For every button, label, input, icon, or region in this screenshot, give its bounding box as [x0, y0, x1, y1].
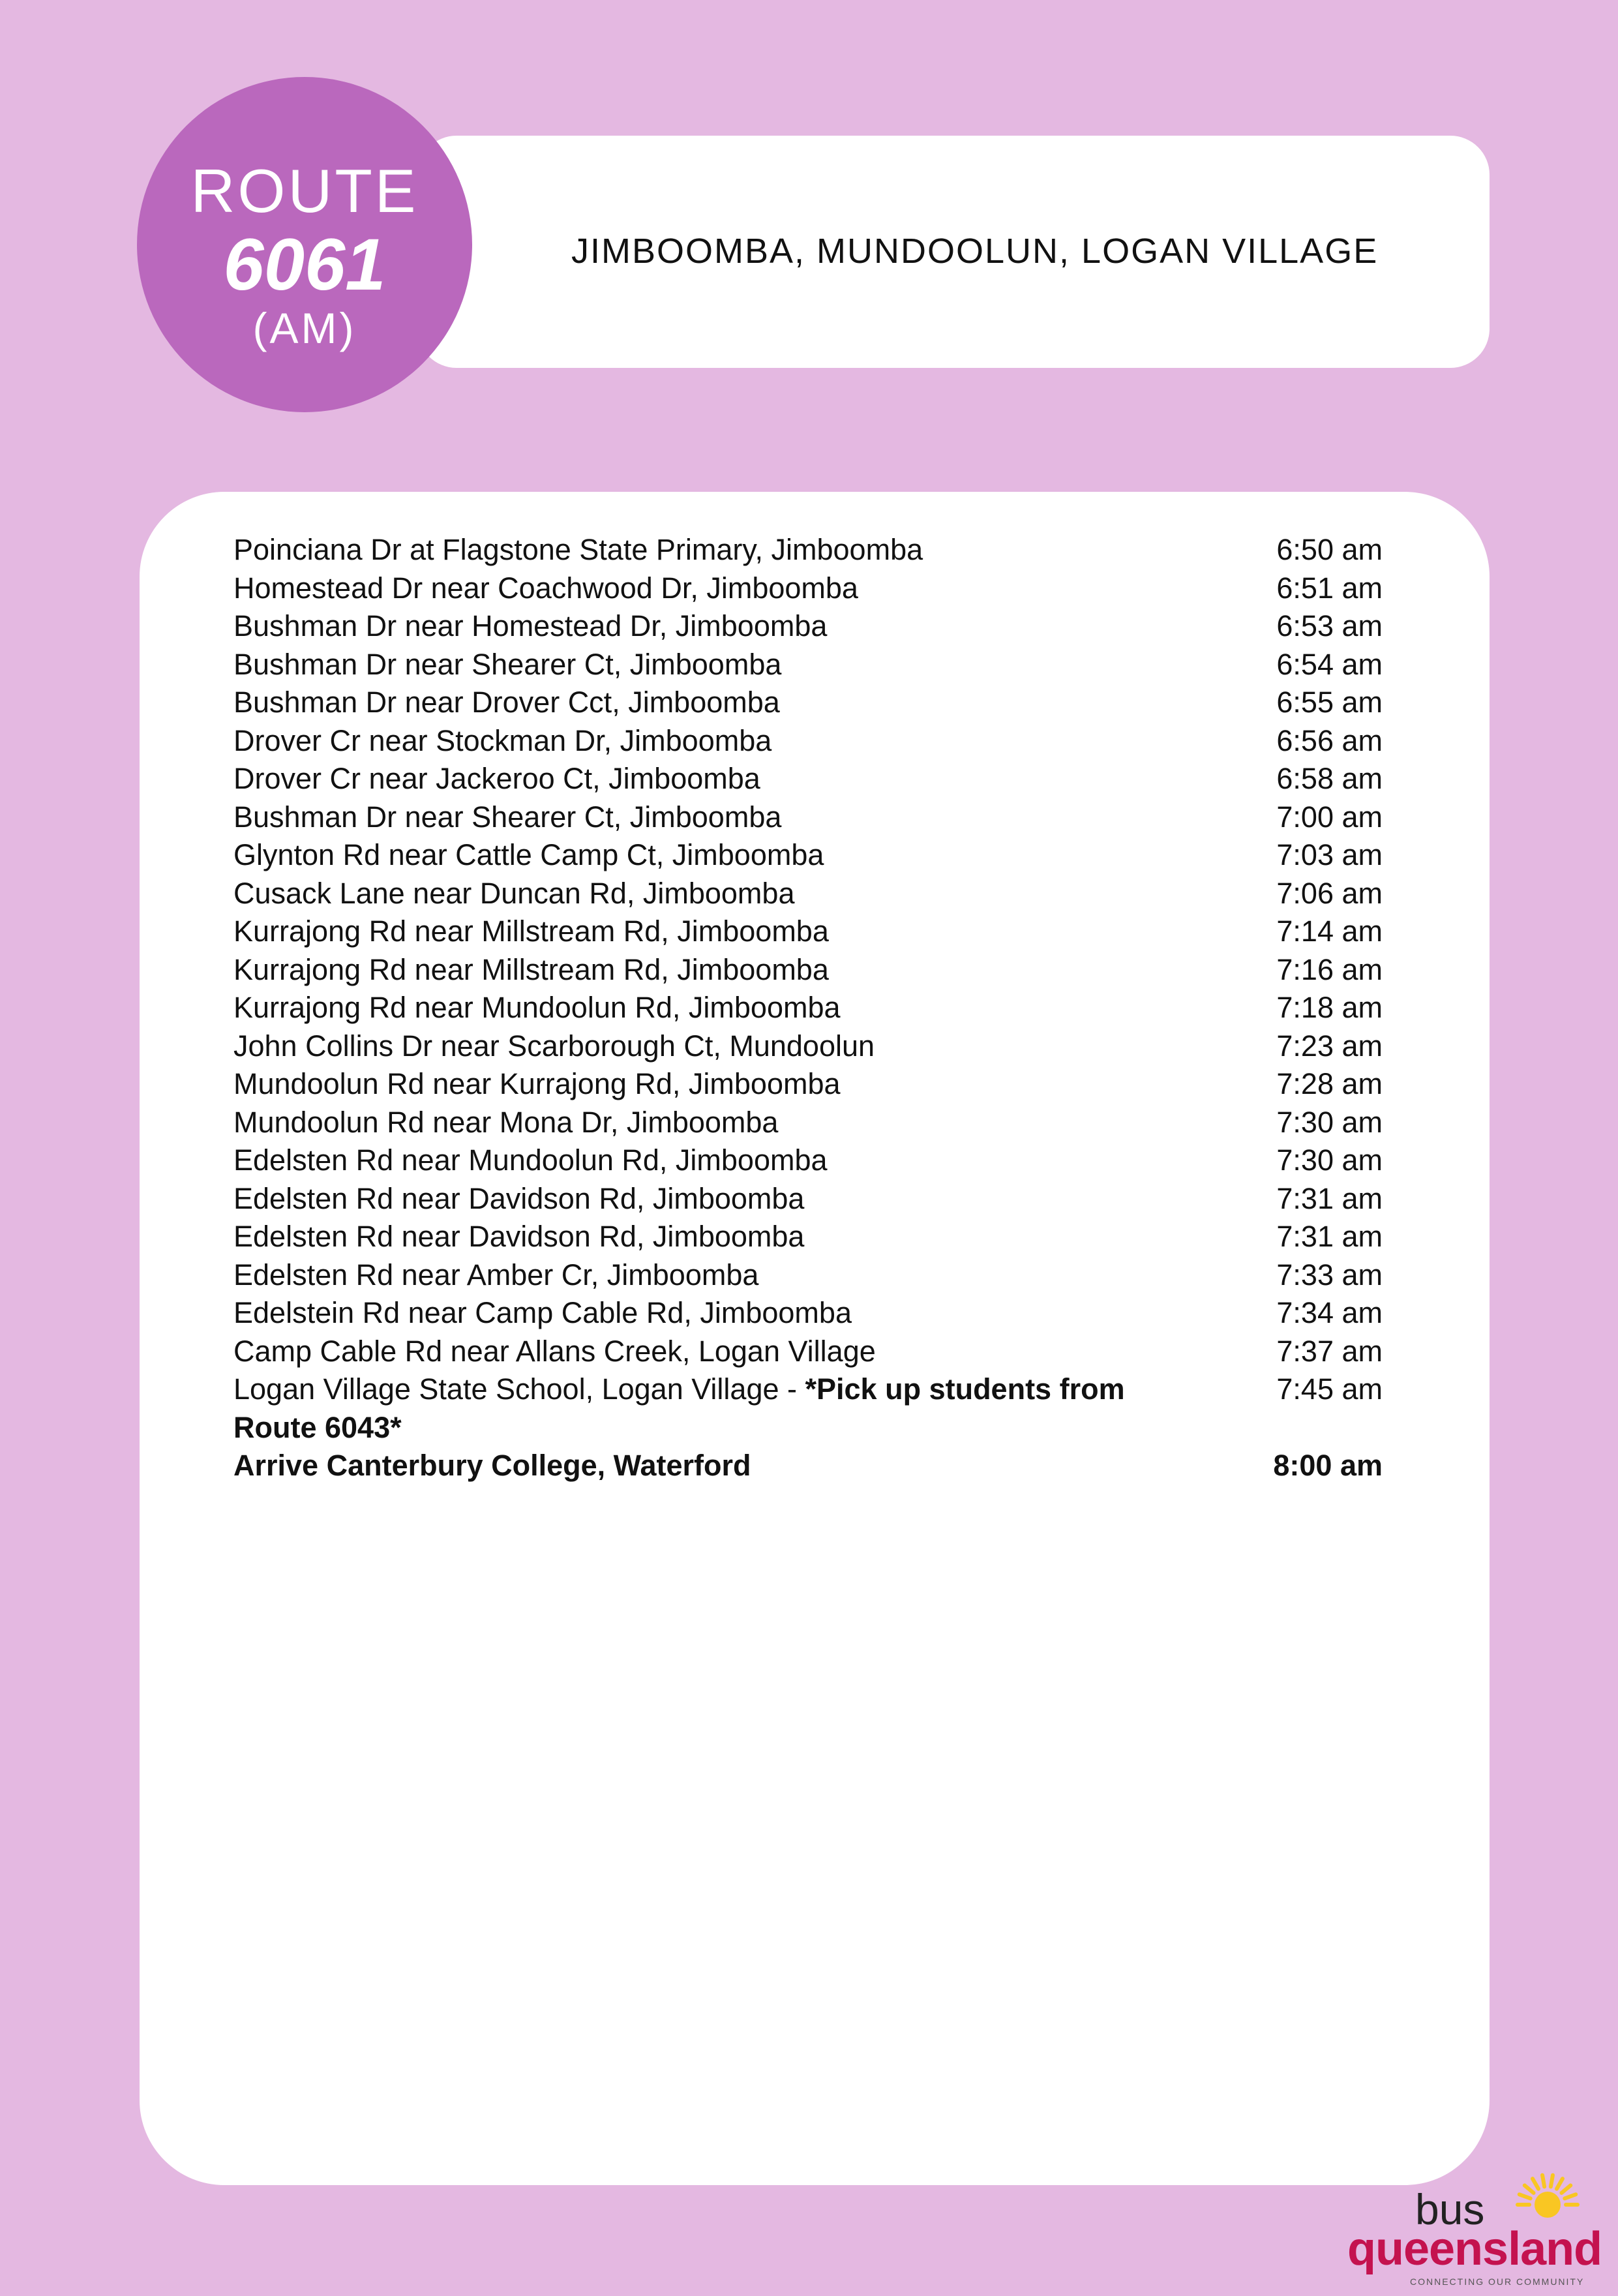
stop-time: 7:30 am	[1276, 1143, 1383, 1177]
stop-row	[233, 646, 1383, 684]
stop-time: 7:28 am	[1276, 1067, 1383, 1100]
bus-queensland-logo	[1347, 2166, 1602, 2289]
sun-ray	[1561, 2185, 1570, 2193]
special-stop-note: *Pick up students from Route 6043*	[233, 1372, 1125, 1444]
stop-time: 6:56 am	[1276, 723, 1383, 757]
stop-name: Kurrajong Rd near Mundoolun Rd, Jimboomba	[233, 991, 841, 1024]
stop-time: 6:51 am	[1276, 571, 1383, 605]
stop-name: Edelsten Rd near Mundoolun Rd, Jimboomba	[233, 1143, 828, 1177]
stop-row	[233, 1065, 1383, 1104]
stop-row	[233, 1218, 1383, 1256]
logo-word-bus: bus	[1415, 2185, 1485, 2233]
stop-time: 6:58 am	[1276, 762, 1383, 795]
stop-time: 7:06 am	[1276, 876, 1383, 910]
arrival-name: Arrive Canterbury College, Waterford	[233, 1449, 751, 1482]
stop-time: 7:23 am	[1276, 1029, 1383, 1063]
logo-tagline: CONNECTING OUR COMMUNITY	[1410, 2276, 1585, 2287]
stop-name: Bushman Dr near Shearer Ct, Jimboomba	[233, 800, 782, 834]
stop-row	[233, 760, 1383, 798]
stop-name: Glynton Rd near Cattle Camp Ct, Jimboomba	[233, 838, 824, 871]
stop-time: 7:31 am	[1276, 1181, 1383, 1215]
stop-row	[233, 607, 1383, 646]
stop-row	[233, 1256, 1383, 1295]
sun-ray	[1525, 2185, 1534, 2193]
stop-row	[233, 1294, 1383, 1333]
stop-name: Kurrajong Rd near Millstream Rd, Jimboomba	[233, 914, 829, 948]
stop-row	[233, 989, 1383, 1027]
stop-row	[233, 836, 1383, 875]
stop-time: 7:37 am	[1276, 1334, 1383, 1368]
stop-time: 6:53 am	[1276, 609, 1383, 642]
arrival-row	[233, 1447, 1383, 1485]
stop-row	[233, 1333, 1383, 1371]
stop-row	[233, 913, 1383, 951]
stop-time: 7:31 am	[1276, 1220, 1383, 1253]
stop-name: Camp Cable Rd near Allans Creek, Logan Village	[233, 1334, 876, 1368]
stop-time: 7:33 am	[1276, 1258, 1383, 1292]
sun-ray	[1542, 2175, 1544, 2187]
special-stop-label: Logan Village State School, Logan Village -	[233, 1372, 805, 1406]
stop-name: Bushman Dr near Drover Cct, Jimboomba	[233, 686, 780, 719]
sun-ray	[1520, 2194, 1531, 2198]
stop-row	[233, 684, 1383, 722]
stop-row	[233, 798, 1383, 837]
stop-row	[233, 531, 1383, 569]
special-stop-row	[233, 1370, 1383, 1447]
stop-name: Bushman Dr near Homestead Dr, Jimboomba	[233, 609, 828, 642]
special-stop-time: 7:45 am	[1276, 1372, 1383, 1406]
route-number: 6061	[223, 224, 386, 305]
route-badge	[137, 77, 472, 412]
stop-time: 7:18 am	[1276, 991, 1383, 1024]
stop-name: Cusack Lane near Duncan Rd, Jimboomba	[233, 876, 795, 910]
route-period: (AM)	[252, 304, 357, 352]
logo-word-queensland: queensland	[1347, 2223, 1602, 2275]
stop-row	[233, 1027, 1383, 1066]
stop-time: 6:50 am	[1276, 533, 1383, 566]
special-stop-name	[233, 1370, 1160, 1447]
stop-name: Homestead Dr near Coachwood Dr, Jimboomba	[233, 571, 858, 605]
stop-list	[233, 531, 1383, 1485]
stop-name: Mundoolun Rd near Mona Dr, Jimboomba	[233, 1105, 779, 1139]
stop-time: 7:00 am	[1276, 800, 1383, 834]
route-title: JIMBOOMBA, MUNDOOLUN, LOGAN VILLAGE	[571, 232, 1379, 271]
stop-name: Kurrajong Rd near Millstream Rd, Jimboomba	[233, 952, 829, 986]
stop-time: 7:16 am	[1276, 952, 1383, 986]
stop-row	[233, 1180, 1383, 1218]
stop-time: 6:55 am	[1276, 686, 1383, 719]
stop-row	[233, 951, 1383, 989]
stop-time: 7:30 am	[1276, 1105, 1383, 1139]
stop-row	[233, 875, 1383, 913]
stop-name: Drover Cr near Stockman Dr, Jimboomba	[233, 723, 772, 757]
stop-time: 7:03 am	[1276, 838, 1383, 871]
stop-time: 7:34 am	[1276, 1296, 1383, 1329]
sun-ray	[1533, 2179, 1538, 2189]
stop-time: 6:54 am	[1276, 647, 1383, 681]
stop-name: Poinciana Dr at Flagstone State Primary, Jimboomba	[233, 533, 923, 566]
route-label: ROUTE	[190, 157, 419, 225]
arrival-time: 8:00 am	[1273, 1449, 1383, 1482]
sun-ray	[1551, 2175, 1553, 2187]
stop-time: 7:14 am	[1276, 914, 1383, 948]
sun-ray	[1565, 2194, 1576, 2198]
stop-row	[233, 722, 1383, 761]
stop-name: John Collins Dr near Scarborough Ct, Mundoolun	[233, 1029, 875, 1063]
stop-name: Drover Cr near Jackeroo Ct, Jimboomba	[233, 762, 760, 795]
stop-name: Edelsten Rd near Davidson Rd, Jimboomba	[233, 1220, 805, 1253]
stop-name: Bushman Dr near Shearer Ct, Jimboomba	[233, 647, 782, 681]
stop-name: Mundoolun Rd near Kurrajong Rd, Jimboomba	[233, 1067, 841, 1100]
stop-name: Edelsten Rd near Davidson Rd, Jimboomba	[233, 1181, 805, 1215]
stop-name: Edelsten Rd near Amber Cr, Jimboomba	[233, 1258, 759, 1292]
stop-name: Edelstein Rd near Camp Cable Rd, Jimboomba	[233, 1296, 852, 1329]
stop-row	[233, 1141, 1383, 1180]
stop-row	[233, 569, 1383, 608]
stop-row	[233, 1104, 1383, 1142]
sun-ray	[1557, 2179, 1563, 2189]
